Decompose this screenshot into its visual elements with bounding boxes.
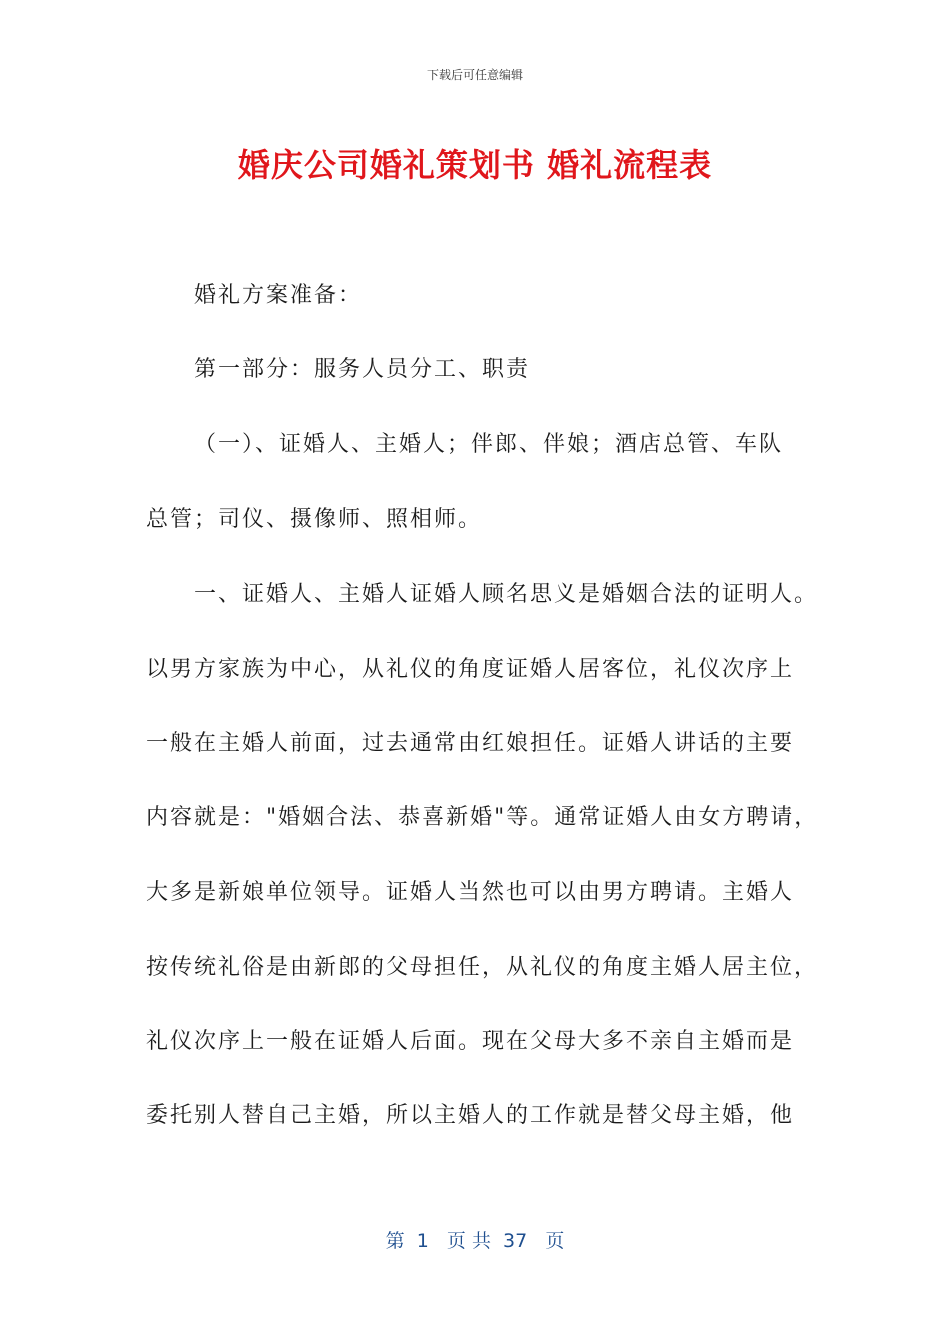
paragraph-line: 礼仪次序上一般在证婚人后面。现在父母大多不亲自主婚而是 bbox=[146, 1029, 795, 1054]
paragraph-line: 内容就是："婚姻合法、恭喜新婚"等。通常证婚人由女方聘请， bbox=[146, 805, 819, 830]
paragraph-line: 总管；司仪、摄像师、照相师。 bbox=[146, 507, 483, 532]
paragraph-line: 第一部分：服务人员分工、职责 bbox=[194, 357, 531, 382]
paragraph-line: 婚礼方案准备： bbox=[194, 283, 363, 308]
paragraph-line: 一般在主婚人前面，过去通常由红娘担任。证婚人讲话的主要 bbox=[146, 731, 795, 756]
page-number-footer: 第 1 页 共 37 页 bbox=[385, 1230, 565, 1252]
paragraph-line: （一）、证婚人、主婚人；伴郎、伴娘；酒店总管、车队 bbox=[194, 432, 784, 457]
header-note: 下载后可任意编辑 bbox=[426, 68, 523, 82]
document-title: 婚庆公司婚礼策划书 婚礼流程表 bbox=[237, 146, 713, 184]
paragraph-line: 以男方家族为中心，从礼仪的角度证婚人居客位，礼仪次序上 bbox=[146, 657, 795, 682]
paragraph-line: 委托别人替自己主婚，所以主婚人的工作就是替父母主婚，他 bbox=[146, 1103, 795, 1128]
paragraph-line: 一、证婚人、主婚人证婚人顾名思义是婚姻合法的证明人。 bbox=[194, 582, 819, 607]
paragraph-line: 大多是新娘单位领导。证婚人当然也可以由男方聘请。主婚人 bbox=[146, 880, 795, 905]
paragraph-line: 按传统礼俗是由新郎的父母担任，从礼仪的角度主婚人居主位， bbox=[146, 955, 819, 980]
